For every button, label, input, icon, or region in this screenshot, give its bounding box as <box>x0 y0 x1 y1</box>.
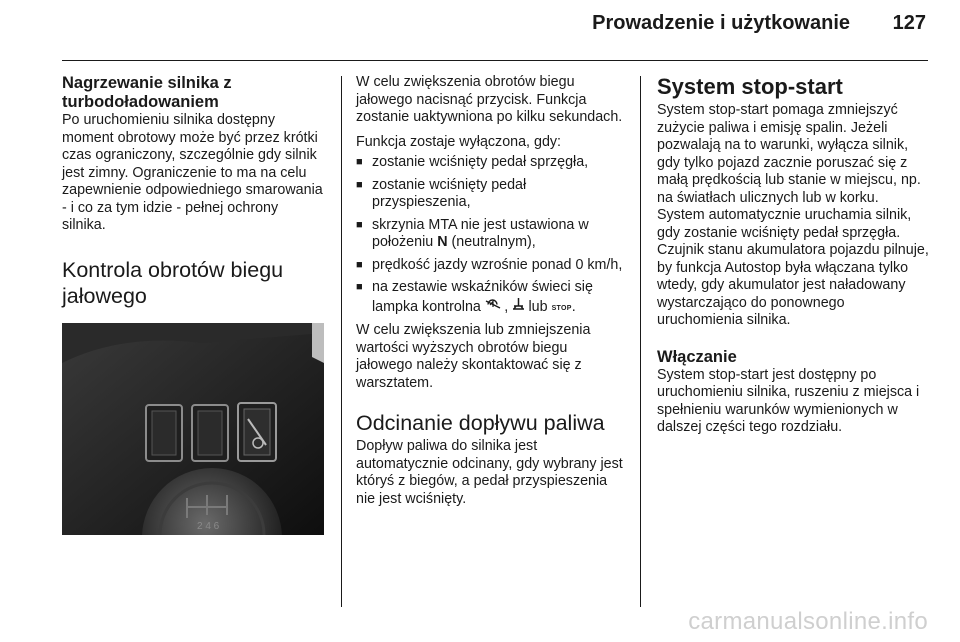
list-item: ■ skrzynia MTA nie jest ustawiona w położeniu N (neutralnym), <box>356 217 626 252</box>
heading-fuel-cutoff: Odcinanie dopływu paliwa <box>356 411 605 435</box>
list-item: ■ zostanie wciśnięty pedał sprzęgła, <box>356 154 626 172</box>
paragraph-enabling: System stop-start jest dostępny po uruchomieniu silnika, ruszeniu z miejsca i spełnieniu warunków wymienionych w dalszej części tego rozdziału. <box>657 366 920 435</box>
column-divider-1 <box>341 76 342 607</box>
stop-indicator-icon: STOP <box>551 304 572 312</box>
deactivation-list <box>356 154 626 317</box>
paragraph-deactivation: Funkcja zostaje wyłączona, gdy: <box>356 133 562 150</box>
header-rule <box>62 60 928 61</box>
heading-idle-control: Kontrola obrotów biegu jałowego <box>62 257 284 308</box>
column-divider-2 <box>640 76 641 607</box>
heading-enabling: Włączanie <box>657 347 737 366</box>
autostop-indicator-icon <box>485 300 504 314</box>
paragraph-stop-start: System stop-start pomaga zmniejszyć zużycie paliwa i emisję spalin. Jeżeli pozwalają na to warunki, wyłącza silnik, gdy tylko pojazd zacznie poruszać się z małą prędkością lub stanie w miejscu, np. na światłach ulicznych lub w korku. System automatycznie uruchamia silnik, gdy zostanie wciśnięty pedał sprzęgła. Czujnik stanu akumulatora pojazdu pilnuje, by funkcja Autostop była włączana tylko wtedy, gdy akumulator jest naładowany wystarczająco do ponownego uruchomienia silnika. <box>657 102 929 328</box>
page-number: 127 <box>892 12 926 34</box>
list-item: ■ prędkość jazdy wzrośnie ponad 0 km/h, <box>356 257 626 275</box>
paragraph-idle-adjust: W celu zwiększenia lub zmniejszenia wartości wyższych obrotów biegu jałowego należy skontaktować się z warsztatem. <box>356 322 591 391</box>
paragraph-idle-intro: W celu zwiększenia obrotów biegu jałowego nacisnąć przycisk. Funkcja zostanie uaktywniona po kilku sekundach. <box>356 74 623 125</box>
clutch-pedal-icon <box>512 300 528 314</box>
dashboard-illustration <box>62 323 324 535</box>
paragraph-fuel-cutoff: Dopływ paliwa do silnika jest automatycznie odcinany, gdy wybrany jest któryś z biegów, a pedał przyspieszenia nie jest wciśnięty. <box>356 438 623 507</box>
column-right <box>657 74 929 437</box>
column-middle <box>356 74 626 508</box>
list-item: ■ na zestawie wskaźników świeci się lampka kontrolna , lub STOP. <box>356 279 626 317</box>
column-left <box>62 74 324 535</box>
paragraph-turbo-warmup: Po uruchomieniu silnika dostępny moment obrotowy może być przez krótki czas ograniczony, szczególnie gdy silnik jest zimny. Ograniczenie to ma na celu zapewnienie odpowiedniego smarowania - i co za tym idzie - pełnej ochrony silnika. <box>62 112 323 233</box>
list-item: ■ zostanie wciśnięty pedał przyspieszenia, <box>356 177 626 212</box>
running-header: Prowadzenie i użytkowanie <box>592 12 850 34</box>
watermark: carmanualsonline.info <box>688 608 928 635</box>
photo-dashboard-buttons <box>62 323 324 535</box>
heading-turbo-warmup: Nagrzewanie silnika z turbodoładowaniem <box>62 74 232 111</box>
heading-stop-start: System stop-start <box>657 74 843 99</box>
gear-pattern-numbers: 2 4 6 <box>197 520 220 532</box>
